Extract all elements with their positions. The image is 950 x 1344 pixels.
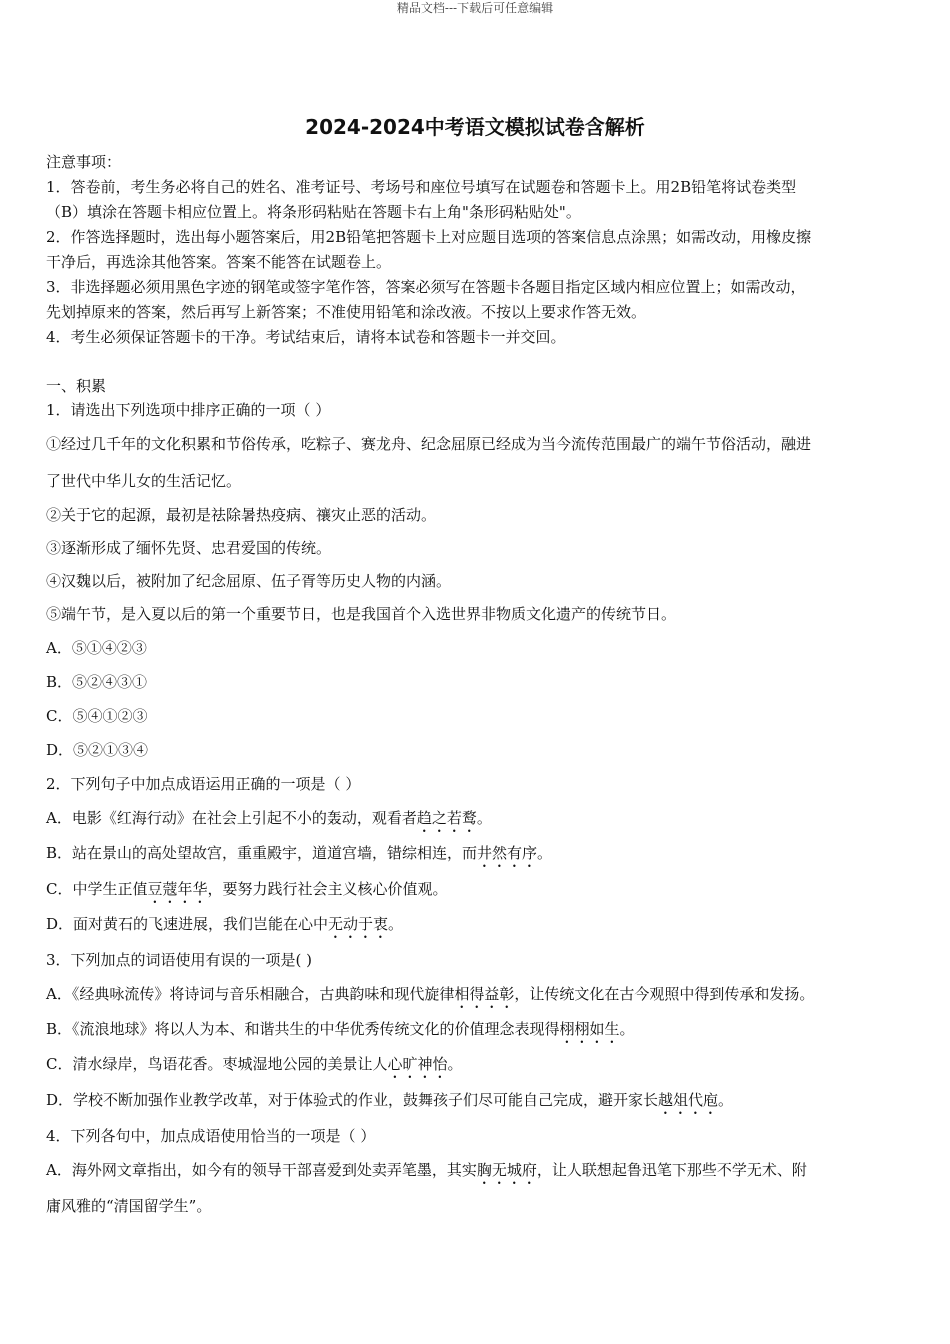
q1-sentence-1: ①经过几千年的文化积累和节俗传承，吃粽子、赛龙舟、纪念屈原已经成为当今流传范围最广的端午节俗活动，融进 <box>46 435 812 453</box>
q3-option-a: A．《经典咏流传》将诗词与音乐相融合，古典韵味和现代旋律相得益彰，让传统文化在古今观照中得到传承和发扬。 <box>46 985 815 1003</box>
dotted-idiom: 趋之若鹜 <box>416 809 477 827</box>
q2-stem: 2．下列句子中加点成语运用正确的一项是（ ） <box>46 775 361 793</box>
notice-line-4: 干净后，再选涂其他答案。答案不能答在试题卷上。 <box>46 253 392 271</box>
q4-stem: 4．下列各句中，加点成语使用恰当的一项是（ ） <box>46 1127 376 1145</box>
dotted-idiom: 井然有序 <box>477 844 538 862</box>
q2-option-c: C．中学生正值豆蔻年华，要努力践行社会主义核心价值观。 <box>46 880 448 898</box>
notice-line-6: 先划掉原来的答案，然后再写上新答案；不准使用铅笔和涂改液。不按以上要求作答无效。 <box>46 303 647 321</box>
notice-line-5: 3．非选择题必须用黑色字迹的钢笔或签字笔作答，答案必须写在答题卡各题目指定区域内相应位置上；如需改动， <box>46 278 806 296</box>
q1-option-b: B．⑤②④③① <box>46 673 148 691</box>
q3-stem: 3．下列加点的词语使用有误的一项是( ) <box>46 951 313 969</box>
q1-sentence-1-cont: 了世代中华儿女的生活记忆。 <box>46 472 242 490</box>
notice-heading: 注意事项： <box>46 153 122 171</box>
dotted-idiom: 豆蔻年华 <box>147 880 208 898</box>
q1-sentence-5: ⑤端午节，是入夏以后的第一个重要节日，也是我国首个入选世界非物质文化遗产的传统节日。 <box>46 605 677 623</box>
q2-option-b: B．站在景山的高处望故宫，重重殿宇，道道宫墙，错综相连，而井然有序。 <box>46 844 553 862</box>
notice-line-1: 1．答卷前，考生务必将自己的姓名、准考证号、考场号和座位号填写在试题卷和答题卡上。用2B铅笔将试卷类型 <box>46 178 797 196</box>
page-header: 精品文档---下载后可任意编辑 <box>396 1 554 15</box>
q1-option-a: A．⑤①④②③ <box>46 639 147 657</box>
page-title: 2024-2024中考语文模拟试卷含解析 <box>305 115 645 139</box>
dotted-idiom: 栩栩如生 <box>559 1020 620 1038</box>
notice-line-7: 4．考生必须保证答题卡的干净。考试结束后，请将本试卷和答题卡一并交回。 <box>46 328 566 346</box>
q1-option-d: D．⑤②①③④ <box>46 741 149 759</box>
notice-line-3: 2．作答选择题时，选出每小题答案后，用2B铅笔把答题卡上对应题目选项的答案信息点涂黑；如需改动，用橡皮擦 <box>46 228 812 246</box>
notice-line-2: （B）填涂在答题卡相应位置上。将条形码粘贴在答题卡右上角"条形码粘贴处"。 <box>46 203 581 221</box>
section-heading: 一、积累 <box>46 377 107 395</box>
q1-stem: 1．请选出下列选项中排序正确的一项（ ） <box>46 401 331 419</box>
q3-option-d: D．学校不断加强作业教学改革，对于体验式的作业，鼓舞孩子们尽可能自己完成，避开家长越俎代庖。 <box>46 1091 734 1109</box>
q1-sentence-2: ②关于它的起源，最初是祛除暑热疫病、禳灾止恶的活动。 <box>46 506 437 524</box>
dotted-idiom: 相得益彰 <box>454 985 515 1003</box>
dotted-idiom: 心旷神怡 <box>387 1055 448 1073</box>
q1-sentence-3: ③逐渐形成了缅怀先贤、忠君爱国的传统。 <box>46 539 332 557</box>
q1-sentence-4: ④汉魏以后，被附加了纪念屈原、伍子胥等历史人物的内涵。 <box>46 572 452 590</box>
q4-option-a-cont: 庸风雅的“清国留学生”。 <box>46 1197 212 1215</box>
q3-option-b: B．《流浪地球》将以人为本、和谐共生的中华优秀传统文化的价值理念表现得栩栩如生。 <box>46 1020 635 1038</box>
q3-option-c: C．清水绿岸，鸟语花香。枣城湿地公园的美景让人心旷神怡。 <box>46 1055 463 1073</box>
dotted-idiom: 无动于衷 <box>328 915 389 933</box>
q1-option-c: C．⑤④①②③ <box>46 707 148 725</box>
q2-option-d: D．面对黄石的飞速进展，我们岂能在心中无动于衷。 <box>46 915 404 933</box>
q2-option-a: A．电影《红海行动》在社会上引起不小的轰动，观看者趋之若鹜。 <box>46 809 492 827</box>
dotted-idiom: 胸无城府 <box>476 1161 537 1179</box>
q4-option-a: A．海外网文章指出，如今有的领导干部喜爱到处卖弄笔墨，其实胸无城府，让人联想起鲁迅笔下那些不学无术、附 <box>46 1161 807 1179</box>
dotted-idiom: 越俎代庖 <box>658 1091 719 1109</box>
